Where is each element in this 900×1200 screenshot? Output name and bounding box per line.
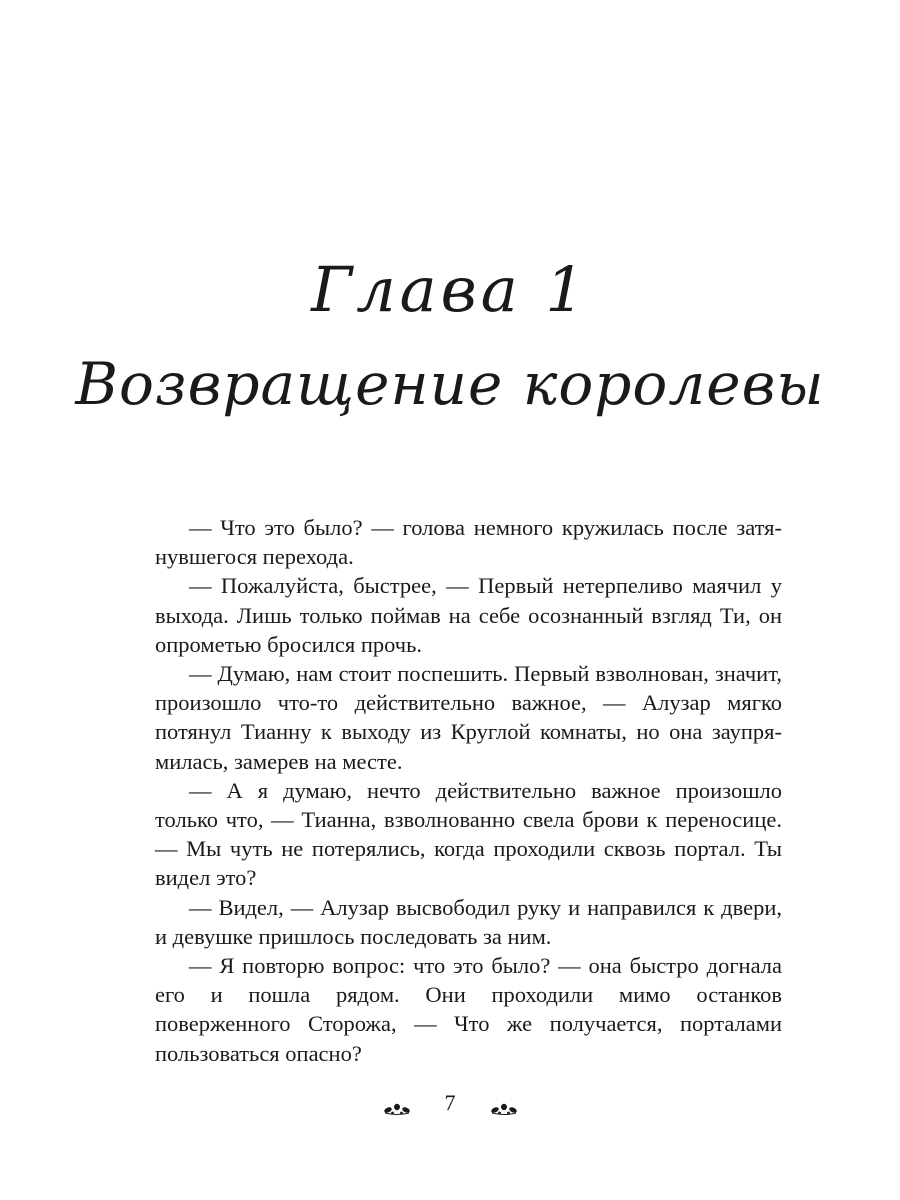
chapter-number: Глава 1	[311, 253, 589, 326]
chapter-heading	[0, 248, 900, 426]
paragraph: — Пожалуйста, быстрее, — Первый нетерпеливо маячил у выхода. Лишь только поймав на себе осознанный взгляд Ти, он опрометью бросился прочь.	[155, 573, 782, 657]
floral-ornament-icon	[490, 1096, 518, 1110]
paragraph: — Думаю, нам стоит поспешить. Первый взволнован, значит, произошло что-то действительно важное, — Алузар мягко потянул Тианну к выходу из Круглой комнаты, но она заупрямилась, замерев на месте.	[155, 661, 782, 774]
paragraph: — А я думаю, нечто действительно важное произошло только что, — Тианна, взволнованно свела брови к переносице. — Мы чуть не потерялись, когда проходили сквозь портал. Ты видел это?	[155, 777, 782, 891]
paragraph: — Я повторю вопрос: что это было? — она быстро догнала его и пошла рядом. Они проходили мимо останков поверженного Сторожа, — Что же получается, порталами пользоваться опасно?	[155, 953, 782, 1066]
page-number: 7	[444, 1090, 456, 1115]
floral-ornament-icon	[383, 1096, 411, 1110]
chapter-title: Возвращение королевы	[75, 350, 825, 418]
page-footer	[0, 1090, 900, 1116]
body-text	[155, 513, 782, 1068]
paragraph: — Что это было? — голова немного кружилась после затянувшегося перехода.	[155, 515, 782, 570]
paragraph: — Видел, — Алузар высвободил руку и направился к двери, и девушке пришлось последовать за ним.	[155, 894, 782, 949]
